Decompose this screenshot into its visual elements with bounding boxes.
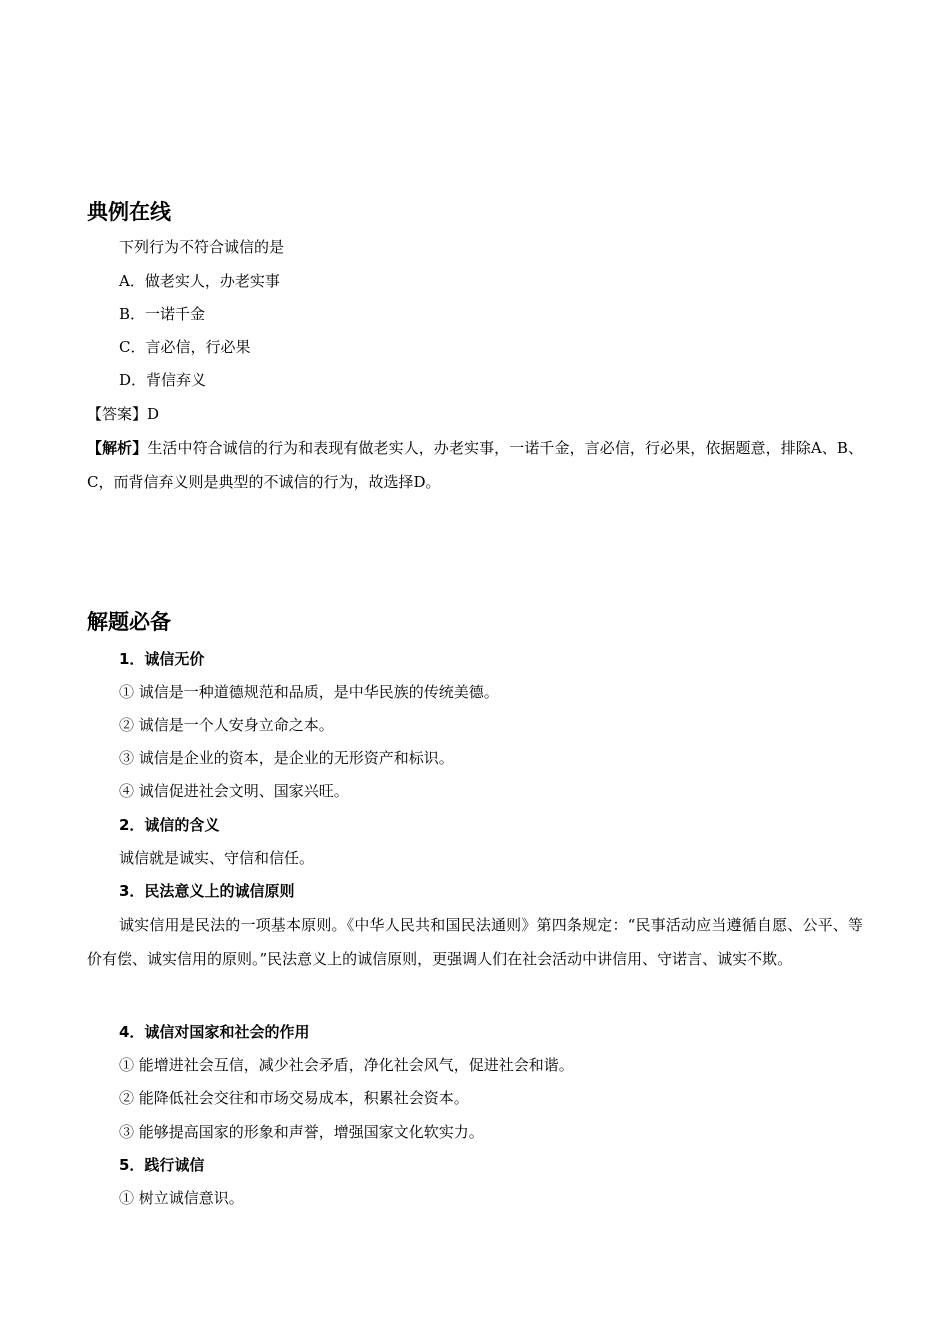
option-c: C．言必信，行必果 bbox=[119, 338, 251, 356]
section-heading-example: 典例在线 bbox=[87, 200, 171, 224]
civil-law-paragraph: 诚实信用是民法的一项基本原则。《中华人民共和国民法通则》第四条规定：“民事活动应当遵循自愿、公平、等价有偿、诚实信用的原则。”民法意义上的诚信原则，更强调人们在社会活动中讲信用、守诺言、诚实不欺。 bbox=[87, 916, 863, 968]
list-item: ④ 诚信促进社会文明、国家兴旺。 bbox=[119, 782, 349, 800]
list-item: ③ 能够提高国家的形象和声誉，增强国家文化软实力。 bbox=[119, 1123, 484, 1141]
list-item: ② 诚信是一个人安身立命之本。 bbox=[119, 716, 334, 734]
question-text: 下列行为不符合诚信的是 bbox=[119, 238, 285, 256]
analysis-paragraph bbox=[87, 431, 863, 499]
option-d: D．背信弃义 bbox=[119, 371, 207, 389]
subheading-5: 5．践行诚信 bbox=[119, 1156, 205, 1174]
list-item: ③ 诚信是企业的资本，是企业的无形资产和标识。 bbox=[119, 749, 454, 767]
option-a: A．做老实人，办老实事 bbox=[119, 272, 280, 290]
subheading-2: 2．诚信的含义 bbox=[119, 816, 220, 834]
section-heading-essentials: 解题必备 bbox=[87, 610, 171, 634]
list-item: ② 能降低社会交往和市场交易成本，积累社会资本。 bbox=[119, 1089, 469, 1107]
analysis-text: 生活中符合诚信的行为和表现有做老实人，办老实事，一诺千金，言必信，行必果，依据题意，排除A、B、C，而背信弃义则是典型的不诚信的行为，故选择D。 bbox=[87, 439, 863, 491]
subheading-4: 4．诚信对国家和社会的作用 bbox=[119, 1023, 310, 1041]
analysis-label: 【解析】 bbox=[87, 439, 148, 457]
definition-text: 诚信就是诚实、守信和信任。 bbox=[119, 849, 315, 867]
list-item: ① 能增进社会互信，减少社会矛盾，净化社会风气，促进社会和谐。 bbox=[119, 1056, 574, 1074]
list-item: ① 诚信是一种道德规范和品质，是中华民族的传统美德。 bbox=[119, 683, 499, 701]
subheading-1: 1．诚信无价 bbox=[119, 650, 205, 668]
list-item: ① 树立诚信意识。 bbox=[119, 1189, 244, 1207]
answer-text: 【答案】D bbox=[87, 405, 160, 423]
subheading-3: 3．民法意义上的诚信原则 bbox=[119, 882, 295, 900]
option-b: B．一诺千金 bbox=[119, 305, 206, 323]
